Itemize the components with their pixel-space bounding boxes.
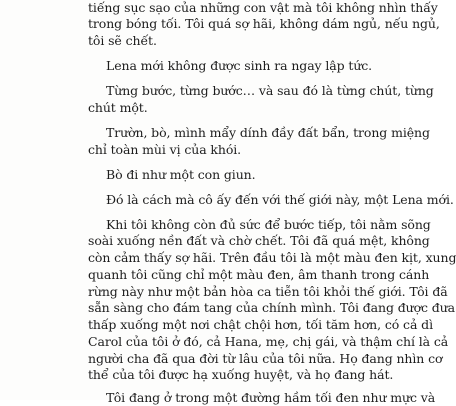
text-line: tiếng sục sạo của những con vật mà tôi không nhìn thấy xyxy=(88,0,438,15)
text-line: soài xuống nền đất và chờ chết. Tôi đã quá mệt, không xyxy=(88,233,430,248)
text-line: người cha đã qua đời từ lâu của tôi nữa. Họ đang nhìn cơ xyxy=(88,351,443,366)
text-line: Bò đi như một con giun. xyxy=(106,167,256,182)
text-line: Lena mới không được sinh ra ngay lập tức. xyxy=(106,58,373,73)
text-line: Tôi đang ở trong một đường hầm tối đen như mực và xyxy=(106,390,436,405)
text-line: Khi tôi không còn đủ sức để bước tiếp, tôi nằm sõng xyxy=(106,217,431,232)
text-line: thấp xuống một nơi chật chội hơn, tối tăm hơn, có cả dì xyxy=(88,317,433,332)
text-line: Từng bước, từng bước… và sau đó là từng chút, từng xyxy=(106,83,434,98)
text-line: tôi sẽ chết. xyxy=(88,33,157,48)
text-line: Trườn, bò, mình mẩy dính đầy đất bẩn, trong miệng xyxy=(106,125,430,140)
text-line: rừng này như một bản hòa ca tiễn tôi khỏi thế giới. Tôi đã xyxy=(88,284,448,299)
text-line: chút một. xyxy=(88,100,148,115)
text-line: thể của tôi được hạ xuống huyệt, và họ đang hát. xyxy=(88,367,394,382)
text-line: Carol của tôi ở đó, cả Hana, mẹ, chị gái, và thậm chí là cả xyxy=(88,334,449,349)
text-line: sẵn sàng cho đám tang của chính mình. Tôi đang được đưa xyxy=(88,300,456,315)
text-line: Đó là cách mà cô ấy đến với thế giới này, một Lena mới. xyxy=(106,192,454,207)
text-line: quanh tôi cũng chỉ một màu đen, âm thanh trong cánh xyxy=(88,267,430,282)
text-line: trong bóng tối. Tôi quá sợ hãi, không dám ngủ, nếu ngủ, xyxy=(88,16,440,31)
text-line: còn cảm thấy sợ hãi. Trên đầu tôi là một màu đen kịt, xung xyxy=(88,250,456,265)
text-line: chỉ toàn mùi vị của khói. xyxy=(88,142,242,157)
